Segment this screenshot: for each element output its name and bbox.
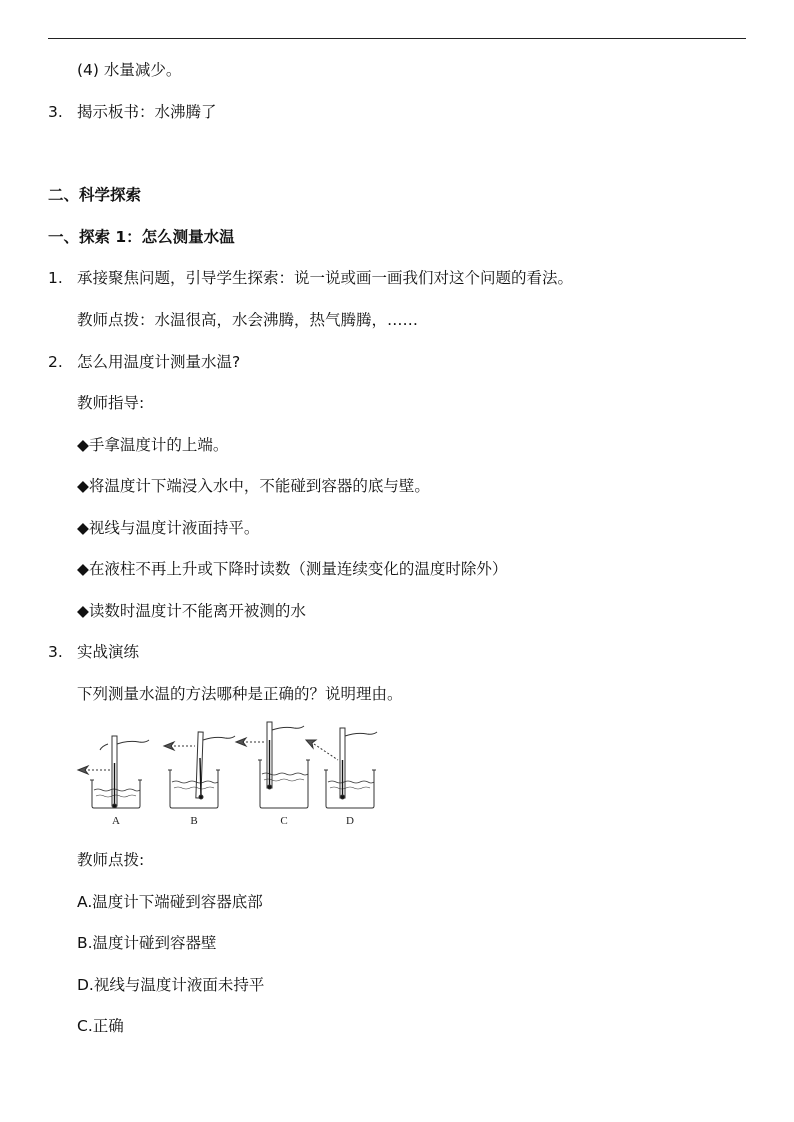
figure-a — [78, 736, 149, 808]
list-item: 怎么用温度计测量水温? — [77, 353, 241, 371]
guide-item: ◆读数时温度计不能离开被测的水 — [77, 602, 306, 620]
answer-item: A.温度计下端碰到容器底部 — [77, 893, 263, 911]
question: 下列测量水温的方法哪种是正确的？说明理由。 — [77, 685, 403, 703]
guide-item: ◆在液柱不再上升或下降时读数（测量连续变化的温度时除外） — [77, 560, 508, 578]
header-rule — [48, 38, 746, 39]
list-item: 揭示板书：水沸腾了 — [77, 103, 217, 121]
answer-item: D.视线与温度计液面未持平 — [77, 976, 265, 994]
subsection-heading: 一、探索 1：怎么测量水温 — [48, 228, 235, 246]
section-heading: 二、科学探索 — [48, 186, 142, 204]
thermometer-figure — [74, 718, 394, 830]
thermometer-figure-svg — [74, 718, 394, 830]
tip-title: 教师点拨: — [77, 851, 145, 869]
figure-label-b: B — [190, 815, 198, 827]
guide-item: ◆视线与温度计液面持平。 — [77, 519, 260, 537]
figure-label-a: A — [112, 815, 120, 827]
teacher-tip: 教师点拨：水温很高，水会沸腾，热气腾腾，…… — [77, 311, 419, 329]
list-number: 3. — [48, 643, 63, 661]
list-number: 3. — [48, 103, 63, 121]
figure-label-d: D — [346, 815, 354, 827]
figure-c — [236, 722, 310, 808]
list-item-4: (4) 水量减少。 — [77, 61, 182, 79]
guide-item: ◆将温度计下端浸入水中，不能碰到容器的底与壁。 — [77, 477, 430, 495]
answer-item: B.温度计碰到容器壁 — [77, 934, 217, 952]
list-number: 1. — [48, 269, 63, 287]
figure-label-c: C — [280, 815, 288, 827]
answer-item: C.正确 — [77, 1017, 124, 1035]
list-number: 2. — [48, 353, 63, 371]
list-item: 承接聚焦问题，引导学生探索：说一说或画一画我们对这个问题的看法。 — [77, 269, 574, 287]
figure-b — [164, 732, 235, 808]
guide-item: ◆手拿温度计的上端。 — [77, 436, 229, 454]
figure-d — [306, 728, 377, 808]
list-item: 实战演练 — [77, 643, 140, 661]
guide-title: 教师指导: — [77, 394, 145, 412]
